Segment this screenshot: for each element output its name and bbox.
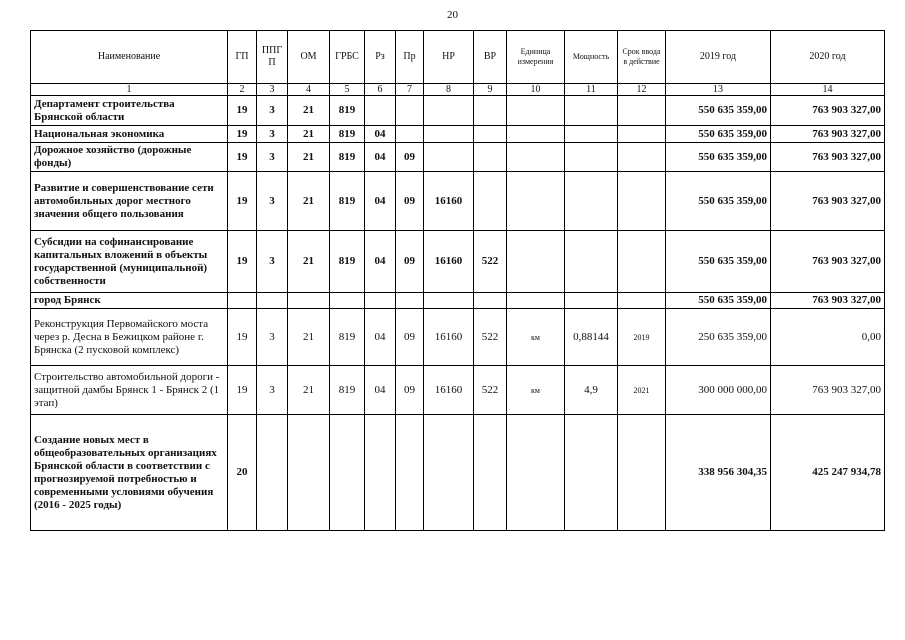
table-cell: 3 xyxy=(257,143,288,172)
table-cell xyxy=(228,293,257,309)
row-amount: 763 903 327,00 xyxy=(771,96,885,126)
row-amount: 425 247 934,78 xyxy=(771,415,885,531)
table-cell: 09 xyxy=(396,172,424,231)
table-cell: 3 xyxy=(257,126,288,143)
table-cell xyxy=(565,126,618,143)
header-capacity: Мощность xyxy=(565,31,618,84)
table-cell: 09 xyxy=(396,143,424,172)
table-cell: 09 xyxy=(396,366,424,415)
column-number: 10 xyxy=(507,84,565,96)
row-amount: 550 635 359,00 xyxy=(666,143,771,172)
column-number: 13 xyxy=(666,84,771,96)
table-cell: 16160 xyxy=(424,366,474,415)
table-cell xyxy=(565,172,618,231)
table-body xyxy=(31,96,885,531)
header-rz: Рз xyxy=(365,31,396,84)
table-cell: 819 xyxy=(330,366,365,415)
row-name: Департамент строительства Брянской области xyxy=(31,96,228,126)
header-unit: Единица измерения xyxy=(507,31,565,84)
table-row xyxy=(31,309,885,366)
table-cell: 04 xyxy=(365,309,396,366)
table-cell: км xyxy=(507,366,565,415)
row-amount: 763 903 327,00 xyxy=(771,143,885,172)
table-cell: 21 xyxy=(288,309,330,366)
table-row xyxy=(31,366,885,415)
table-cell: 21 xyxy=(288,231,330,293)
table-cell xyxy=(565,293,618,309)
row-amount: 550 635 359,00 xyxy=(666,172,771,231)
row-amount: 0,00 xyxy=(771,309,885,366)
row-amount: 550 635 359,00 xyxy=(666,293,771,309)
table-cell xyxy=(365,96,396,126)
table-cell xyxy=(424,415,474,531)
table-cell xyxy=(288,293,330,309)
row-amount: 763 903 327,00 xyxy=(771,366,885,415)
table-cell: 16160 xyxy=(424,231,474,293)
column-number: 3 xyxy=(257,84,288,96)
table-cell: 16160 xyxy=(424,172,474,231)
table-cell: 21 xyxy=(288,126,330,143)
row-amount: 763 903 327,00 xyxy=(771,231,885,293)
header-row xyxy=(31,31,885,84)
column-number: 6 xyxy=(365,84,396,96)
table-row xyxy=(31,415,885,531)
table-cell: 3 xyxy=(257,366,288,415)
table-cell: 522 xyxy=(474,231,507,293)
column-number: 9 xyxy=(474,84,507,96)
column-number: 14 xyxy=(771,84,885,96)
header-nr: НР xyxy=(424,31,474,84)
table-cell: 2021 xyxy=(618,366,666,415)
table-cell: 522 xyxy=(474,309,507,366)
table-cell xyxy=(424,143,474,172)
row-name: Создание новых мест в общеобразовательных организациях Брянской области в соответствии с прогнозируемой потребностью и современными условиями обучения (2016 - 2025 годы) xyxy=(31,415,228,531)
table-cell: 04 xyxy=(365,126,396,143)
table-cell: 21 xyxy=(288,143,330,172)
table-cell: 3 xyxy=(257,96,288,126)
column-number: 1 xyxy=(31,84,228,96)
header-pr: Пр xyxy=(396,31,424,84)
column-number: 5 xyxy=(330,84,365,96)
table-cell: 19 xyxy=(228,143,257,172)
header-gp: ГП xyxy=(228,31,257,84)
row-amount: 763 903 327,00 xyxy=(771,293,885,309)
page-number: 20 xyxy=(447,9,458,21)
table-cell xyxy=(565,415,618,531)
table-cell: 3 xyxy=(257,309,288,366)
table-cell: 21 xyxy=(288,172,330,231)
row-amount: 250 635 359,00 xyxy=(666,309,771,366)
table-row xyxy=(31,231,885,293)
row-name: Национальная экономика xyxy=(31,126,228,143)
row-amount: 550 635 359,00 xyxy=(666,231,771,293)
table-cell xyxy=(257,415,288,531)
table-cell xyxy=(474,172,507,231)
row-amount: 550 635 359,00 xyxy=(666,126,771,143)
table-cell: 19 xyxy=(228,96,257,126)
column-number: 8 xyxy=(424,84,474,96)
table-cell: 19 xyxy=(228,172,257,231)
table-cell xyxy=(365,415,396,531)
table-cell xyxy=(618,231,666,293)
table-cell xyxy=(424,126,474,143)
table-cell xyxy=(365,293,396,309)
table-cell xyxy=(424,293,474,309)
table-cell: 19 xyxy=(228,366,257,415)
table-cell: 21 xyxy=(288,96,330,126)
column-number-row xyxy=(31,84,885,96)
column-number: 11 xyxy=(565,84,618,96)
table-cell: 0,88144 xyxy=(565,309,618,366)
table-cell: 819 xyxy=(330,143,365,172)
table-cell xyxy=(474,143,507,172)
header-om: ОМ xyxy=(288,31,330,84)
table-cell: км xyxy=(507,309,565,366)
row-name: город Брянск xyxy=(31,293,228,309)
table-cell xyxy=(507,172,565,231)
header-grbs: ГРБС xyxy=(330,31,365,84)
table-cell: 04 xyxy=(365,231,396,293)
header-commission-date: Срок ввода в действие xyxy=(618,31,666,84)
table-cell: 20 xyxy=(228,415,257,531)
column-number: 12 xyxy=(618,84,666,96)
table-cell: 2019 xyxy=(618,309,666,366)
table-cell: 819 xyxy=(330,309,365,366)
table-cell: 819 xyxy=(330,96,365,126)
table-cell xyxy=(507,293,565,309)
table-cell xyxy=(618,143,666,172)
table-cell: 19 xyxy=(228,309,257,366)
column-number: 7 xyxy=(396,84,424,96)
header-ppgp: ППГП xyxy=(257,31,288,84)
table-row xyxy=(31,143,885,172)
table-cell xyxy=(565,96,618,126)
table-cell xyxy=(565,143,618,172)
table-cell: 819 xyxy=(330,231,365,293)
row-name: Реконструкция Первомайского моста через р. Десна в Бежицком районе г. Брянска (2 пусковой комплекс) xyxy=(31,309,228,366)
column-number: 4 xyxy=(288,84,330,96)
table-cell xyxy=(507,415,565,531)
row-name: Дорожное хозяйство (дорожные фонды) xyxy=(31,143,228,172)
table-row xyxy=(31,293,885,309)
column-number: 2 xyxy=(228,84,257,96)
table-cell xyxy=(507,96,565,126)
table-cell xyxy=(288,415,330,531)
table-cell xyxy=(507,126,565,143)
row-name: Развитие и совершенствование сети автомобильных дорог местного значения общего пользования xyxy=(31,172,228,231)
table-cell: 19 xyxy=(228,231,257,293)
table-cell: 522 xyxy=(474,366,507,415)
table-cell xyxy=(618,126,666,143)
row-amount: 763 903 327,00 xyxy=(771,172,885,231)
table-cell xyxy=(396,415,424,531)
table-cell: 09 xyxy=(396,309,424,366)
table-cell: 819 xyxy=(330,126,365,143)
header-year-2019: 2019 год xyxy=(666,31,771,84)
table-cell xyxy=(474,415,507,531)
table-row xyxy=(31,172,885,231)
table-cell xyxy=(396,96,424,126)
table-cell xyxy=(618,415,666,531)
table-cell: 04 xyxy=(365,172,396,231)
table-cell xyxy=(565,231,618,293)
table-cell xyxy=(618,96,666,126)
table-cell: 819 xyxy=(330,172,365,231)
table-cell xyxy=(507,231,565,293)
row-amount: 550 635 359,00 xyxy=(666,96,771,126)
table-cell: 3 xyxy=(257,172,288,231)
table-cell: 3 xyxy=(257,231,288,293)
table-cell xyxy=(424,96,474,126)
header-name: Наименование xyxy=(31,31,228,84)
row-name: Субсидии на софинансирование капитальных вложений в объекты государственной (муниципальной) собственности xyxy=(31,231,228,293)
table-cell: 09 xyxy=(396,231,424,293)
row-amount: 763 903 327,00 xyxy=(771,126,885,143)
table-cell: 19 xyxy=(228,126,257,143)
table-cell xyxy=(330,293,365,309)
table-cell: 16160 xyxy=(424,309,474,366)
table-row xyxy=(31,126,885,143)
table-cell xyxy=(474,293,507,309)
row-amount: 300 000 000,00 xyxy=(666,366,771,415)
table-cell: 04 xyxy=(365,143,396,172)
table-cell xyxy=(330,415,365,531)
row-amount: 338 956 304,35 xyxy=(666,415,771,531)
table-cell: 4,9 xyxy=(565,366,618,415)
table-cell: 21 xyxy=(288,366,330,415)
table-cell xyxy=(474,126,507,143)
header-vr: ВР xyxy=(474,31,507,84)
table-cell xyxy=(396,126,424,143)
header-year-2020: 2020 год xyxy=(771,31,885,84)
table-cell xyxy=(396,293,424,309)
budget-table xyxy=(30,30,885,531)
table-cell xyxy=(474,96,507,126)
row-name: Строительство автомобильной дороги - защитной дамбы Брянск 1 - Брянск 2 (1 этап) xyxy=(31,366,228,415)
table-cell: 04 xyxy=(365,366,396,415)
table-cell xyxy=(618,293,666,309)
table-cell xyxy=(507,143,565,172)
table-cell xyxy=(618,172,666,231)
table-row xyxy=(31,96,885,126)
table-cell xyxy=(257,293,288,309)
